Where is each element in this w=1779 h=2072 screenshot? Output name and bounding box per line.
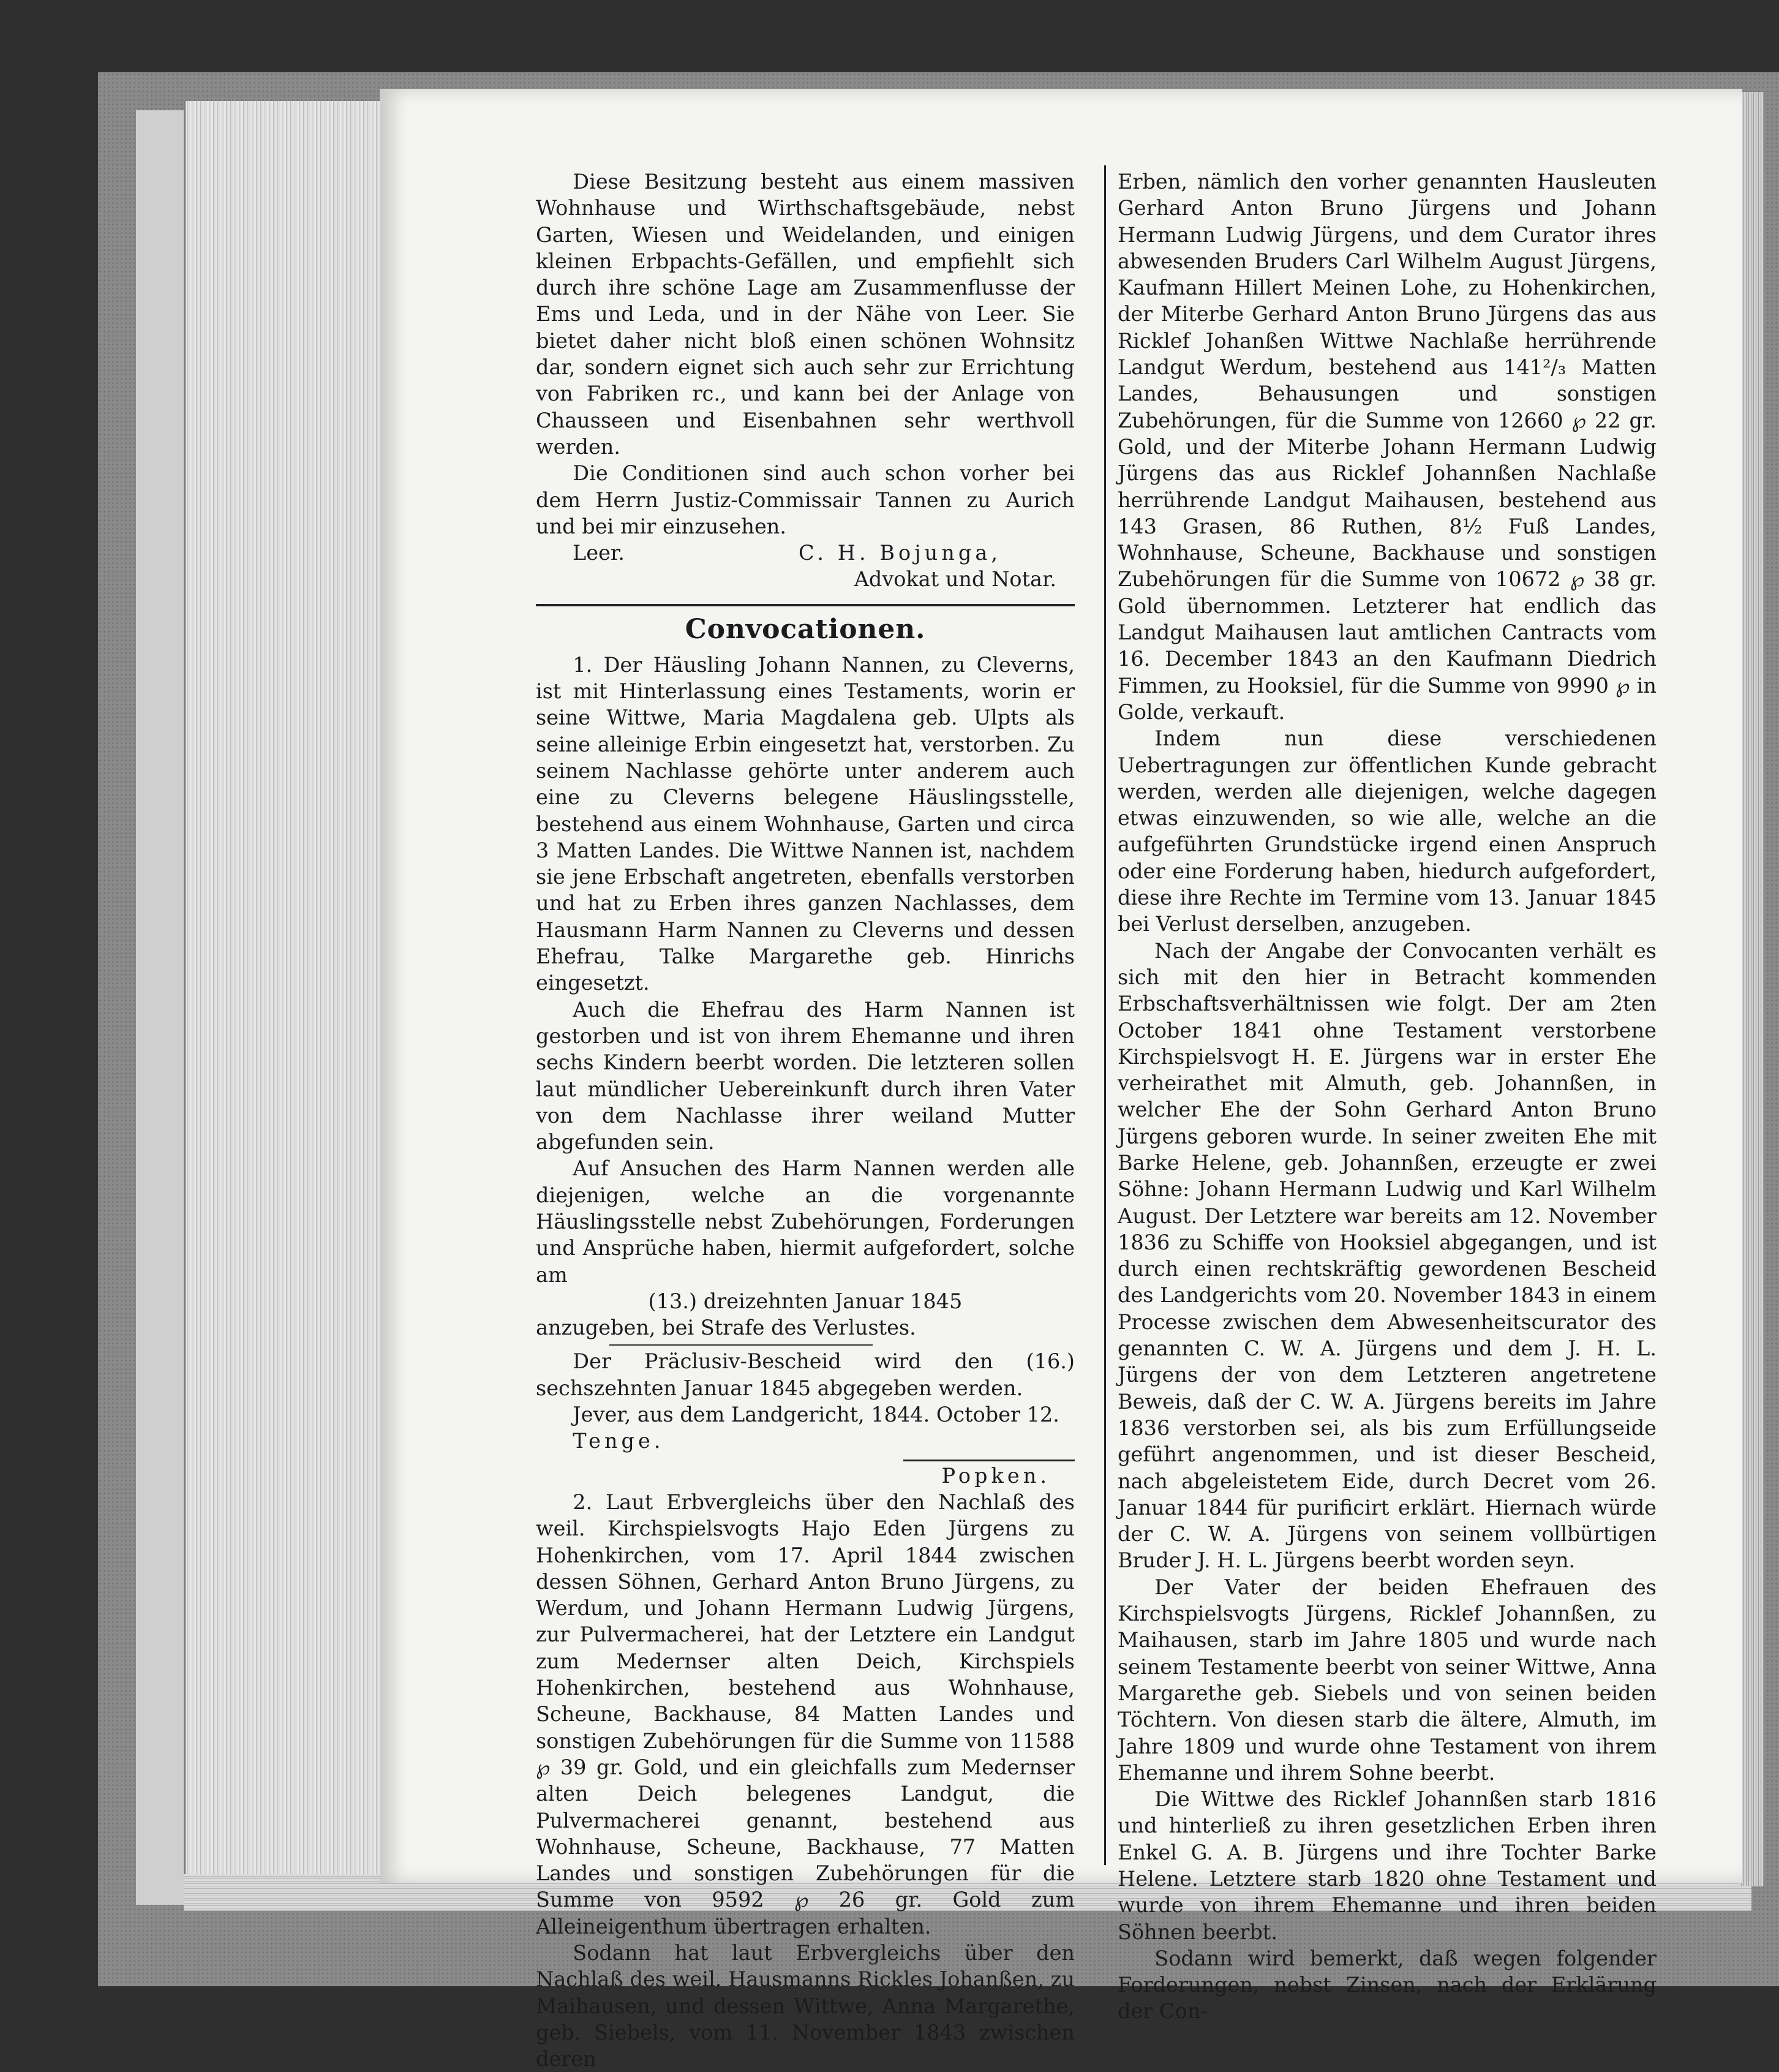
convocation-1-signer-2: Popken. <box>941 1463 1050 1488</box>
convocation-1-request: Auf Ansuchen des Harm Nannen werden alle diejenigen, welche an die vorgenannte Häuslingsstelle nebst Zubehörungen, Forderungen und Ansprüche haben, hiermit aufgefordert, solche am <box>536 1156 1075 1287</box>
widow-paragraph: Die Wittwe des Ricklef Johannßen starb 1816 und hinterließ zu ihren gesetzlichen Erben ihren Enkel G. A. B. Jürgens und ihre Tochter Barke Helene. Letztere starb 1820 ohne Testament und wurde von ihrem Ehemanne und ihren beiden Söhnen beerbt. <box>1118 1787 1657 1944</box>
convocation-1-place-date: Jever, aus dem Landgericht, 1844. October 12. <box>573 1403 1059 1427</box>
convocation-1-date: (13.) dreizehnten Januar 1845 <box>648 1289 963 1313</box>
convocation-1-intro: 1. Der Häusling Johann Nannen, zu Cleverns, ist mit Hinterlassung eines Testaments, worin er seine Wittwe, Maria Magdalena geb. Ulpts als seine alleinige Erbin eingesetzt hat, verstorben. Zu seinem Nachlasse gehörte unter anderem auch eine zu Cleverns belegene Häuslingsstelle, bestehend aus einem Wohnhause, Garten und circa 3 Matten Landes. Die Wittwe Nannen ist, nachdem sie jene Erbschaft angetreten, ebenfalls verstorben und hat zu Erben ihres ganzen Nachlasses, dem Hausmann Harm Nannen zu Cleverns und dessen Ehefrau, Talke Margarethe geb. Hinrichs eingesetzt. <box>536 652 1075 995</box>
inheritance-relations-paragraph: Nach der Angabe der Convocanten verhält es sich mit den hier in Betracht kommenden Erbschaftsverhältnissen wie folgt. Der am 2ten October 1841 ohne Testament verstorbene Kirchspielsvogt H. E. Jürgens war in erster Ehe verheirathet mit Almuth, geb. Johannßen, in welcher Ehe der Sohn Gerhard Anton Bruno Jürgens geboren wurde. In seiner zweiten Ehe mit Barke Helene, geb. Johannßen, erzeugte er zwei Söhne: Johann Hermann Ludwig und Karl Wilhelm August. Der Letztere war bereits am 12. November 1836 zu Schiffe von Hooksiel abgegangen, und ist durch einen rechtskräftig gewordenen Bescheid des Landgerichts vom 20. November 1843 in einem Processe zwischen dem Abwesenheitscurator des genannten C. W. A. Jürgens und dem J. H. L. Jürgens der von dem Letzteren angetretene Beweis, daß der C. W. A. Jürgens bereits im Jahre 1836 verstorben sei, als bis zum Erfüllungseide geführt angenommen, und ist dieser Bescheid, nach abgeleistetem Eide, durch Decret vom 26. Januar 1844 für purificirt erklärt. Hiernach würde der C. W. A. Jürgens von seinem vollbürtigen Bruder J. H. L. Jürgens beerbt worden seyn. <box>1118 938 1657 1573</box>
conditions-paragraph: Die Conditionen sind auch schon vorher bei dem Herrn Justiz-Commissair Tannen zu Aurich und bei mir einzusehen. <box>536 461 1075 538</box>
section-divider <box>536 604 1075 606</box>
father-paragraph: Der Vater der beiden Ehefrauen des Kirchspielsvogts Jürgens, Ricklef Johannßen, zu Maihausen, starb im Jahre 1805 und wurde nach seinem Testamente beerbt von seiner Wittwe, Anna Margarethe geb. Siebels und von seinen beiden Töchtern. Von diesen starb die ältere, Almuth, im Jahre 1809 und wurde ohne Testament von ihrem Ehemanne und ihrem Sohne beerbt. <box>1118 1575 1657 1785</box>
convocation-2-continued: Sodann hat laut Erbvergleichs über den Nachlaß des weil. Hausmanns Rickles Johanßen, zu Maihausen, und dessen Wittwe, Anna Margarethe, geb. Siebels, vom 11. November 1843 zwischen deren <box>536 1941 1075 2071</box>
convocation-2-intro: 2. Laut Erbvergleichs über den Nachlaß des weil. Kirchspielsvogts Hajo Eden Jürgens zu Hohenkirchen, vom 17. April 1844 zwischen dessen Söhnen, Gerhard Anton Bruno Jürgens, zu Werdum, und Johann Hermann Ludwig Jürgens, zur Pulvermacherei, hat der Letztere ein Landgut zum Medernser alten Deich, Kirchspiels Hohenkirchen, bestehend aus Wohnhause, Scheune, Backhause, 84 Matten Landes und sonstigen Zubehörungen für die Summe von 11588 ℘ 39 gr. Gold, und ein gleichfalls zum Medernser alten Deich belegenes Landgut, die Pulvermacherei genannt, bestehend aus Wohnhause, Scheune, Backhause, 77 Matten Landes und sonstigen Zubehörungen für die Summe von 9592 ℘ 26 gr. Gold zum Alleineigenthum übertragen erhalten. <box>536 1490 1075 1938</box>
heirs-transfer-paragraph: Erben, nämlich den vorher genannten Hausleuten Gerhard Anton Bruno Jürgens und Johann Hermann Ludwig Jürgens, und dem Curator ihres abwesenden Bruders Carl Wilhelm August Jürgens, Kaufmann Hillert Meinen Lohe, zu Hohenkirchen, der Miterbe Gerhard Anton Bruno Jürgens das aus Ricklef Johanßen Wittwe Nachlaße herrührende Landgut Werdum, bestehend aus 141²/₃ Matten Landes, Behausungen und sonstigen Zubehörungen, für die Summe von 12660 ℘ 22 gr. Gold, und der Miterbe Johann Hermann Ludwig Jürgens das aus Ricklef Johannßen Nachlaße herrührende Landgut Maihausen, bestehend aus 143 Grasen, 86 Ruthen, 8½ Fuß Landes, Wohnhause, Scheune, Backhause und sonstigen Zubehörungen für die Summe von 10672 ℘ 38 gr. Gold übernommen. Letzterer hat endlich das Landgut Maihausen laut amtlichen Cantracts vom 16. December 1843 an den Kaufmann Diedrich Fimmen, zu Hooksiel, für die Summe von 9990 ℘ in Golde, verkauft. <box>1118 170 1657 724</box>
printed-page <box>380 89 1742 2071</box>
signer-divider <box>903 1460 1075 1461</box>
convocation-1-preclusive: Der Präclusiv-Bescheid wird den (16.) sechszehnten Januar 1845 abgegeben werden. <box>536 1349 1075 1400</box>
convocation-1-heirs: Auch die Ehefrau des Harm Nannen ist gestorben und ist von ihrem Ehemanne und ihren sechs Kindern beerbt worden. Die letzteren sollen laut mündlicher Uebereinkunft durch ihren Vater von dem Nachlasse ihrer weiland Mutter abgefunden sein. <box>536 997 1075 1155</box>
signature-place: Leer. <box>573 541 625 565</box>
signature-title: Advokat und Notar. <box>854 567 1056 592</box>
column-divider <box>1104 165 1106 1865</box>
signature-name: C. H. Bojunga, <box>798 541 1001 565</box>
cover-inner-edge <box>136 110 186 1905</box>
convocation-1-penalty: anzugeben, bei Strafe des Verlustes. <box>536 1316 916 1340</box>
claims-paragraph: Sodann wird bemerkt, daß wegen folgender Forderungen, nebst Zinsen, nach der Erklärung der Con- <box>1118 1946 1657 2024</box>
right-column <box>1118 168 1657 2025</box>
convocation-1-signer-1: Tenge. <box>573 1429 664 1453</box>
signature-row <box>536 540 1075 566</box>
section-heading: Convocationen. <box>685 613 926 645</box>
left-column <box>536 168 1075 2072</box>
estate-description: Diese Besitzung besteht aus einem massiven Wohnhause und Wirthschaftsgebäude, nebst Garten, Wiesen und Weidelanden, und einigen kleinen Erbpachts-Gefällen, und empfiehlt sich durch ihre schöne Lage am Zusammenflusse der Ems und Leda, und in der Nähe von Leer. Sie bietet daher nicht bloß einen schönen Wohnsitz dar, sondern eignet sich auch sehr zur Errichtung von Fabriken rc., und kann bei der Anlage von Chausseen und Eisenbahnen sehr werthvoll werden. <box>536 170 1075 459</box>
page-stack-left <box>184 101 382 1908</box>
thin-divider <box>609 1344 873 1346</box>
public-notice-paragraph: Indem nun diese verschiedenen Uebertragungen zur öffentlichen Kunde gebracht werden, werden alle diejenigen, welche dagegen etwas einzuwenden, so wie alle, welche an die aufgeführten Grundstücke irgend einen Anspruch oder eine Forderung haben, hiedurch aufgefordert, diese ihre Rechte im Termine vom 13. Januar 1845 bei Verlust derselben, anzugeben. <box>1118 726 1657 936</box>
page-stack-right <box>1739 92 1764 1886</box>
